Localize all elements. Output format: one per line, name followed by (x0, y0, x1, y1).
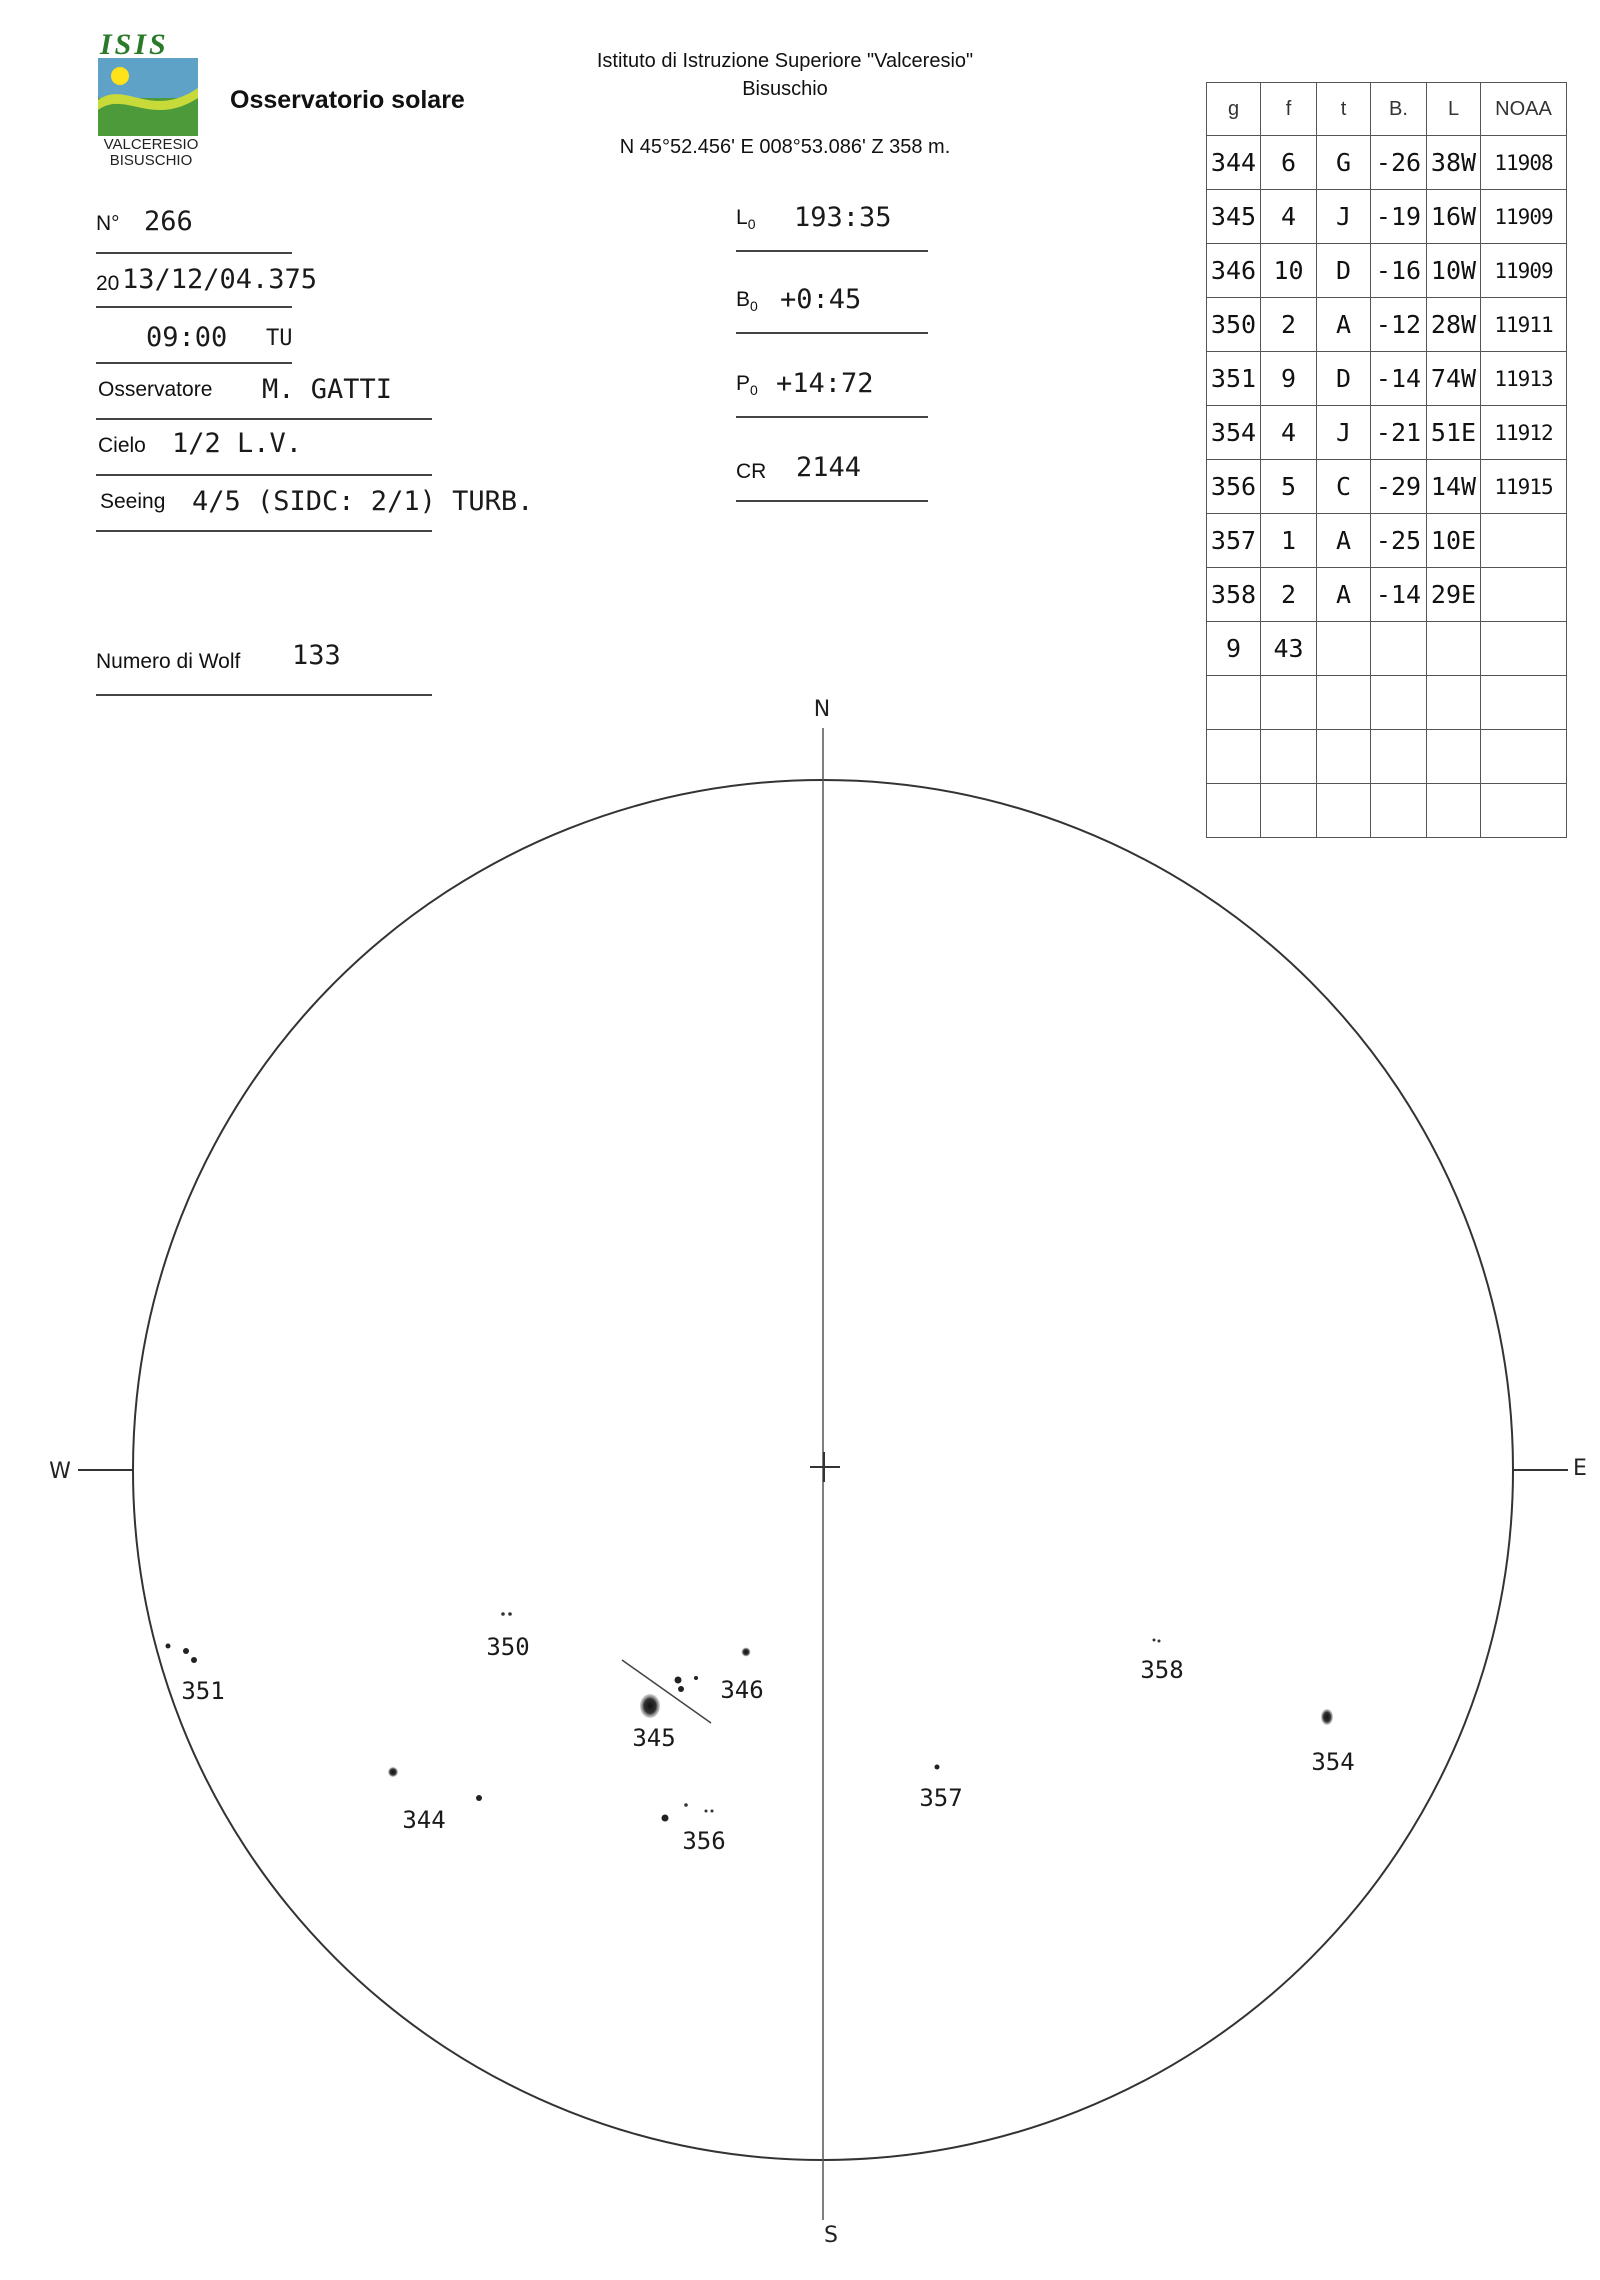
cell-longitude: 51E (1427, 406, 1481, 460)
cell-longitude: 10W (1427, 244, 1481, 298)
sunspot (1158, 1640, 1161, 1643)
total-groups: 9 (1207, 622, 1261, 676)
north-label: N (813, 697, 831, 722)
cell-noaa: 11913 (1481, 352, 1567, 406)
cell-type: G (1317, 136, 1371, 190)
header-group: g (1207, 83, 1261, 136)
time-unit: TU (266, 326, 293, 351)
cell-noaa: 11909 (1481, 244, 1567, 298)
seeing-value: 4/5 (SIDC: 2/1) TURB. (192, 486, 534, 517)
cell-type: D (1317, 352, 1371, 406)
sunspot (1321, 1709, 1333, 1725)
sunspot (694, 1676, 698, 1680)
cell-noaa: 11909 (1481, 190, 1567, 244)
cell-noaa: 11911 (1481, 298, 1567, 352)
sky-label: Cielo (98, 434, 146, 457)
cell-type: A (1317, 298, 1371, 352)
observer-value: M. GATTI (262, 374, 393, 405)
group-label-350: 350 (486, 1633, 530, 1661)
cell-type: A (1317, 514, 1371, 568)
sunspot (678, 1686, 684, 1692)
sunspot (675, 1677, 682, 1684)
sunspot (166, 1644, 171, 1649)
l0-subscript: 0 (747, 216, 756, 233)
cell-latitude: -21 (1371, 406, 1427, 460)
b0-value: +0:45 (780, 284, 862, 315)
sunspot (508, 1612, 512, 1616)
cell-type: J (1317, 190, 1371, 244)
cell-longitude: 28W (1427, 298, 1481, 352)
logo-subtitle-1: VALCERESIO (103, 136, 199, 153)
b0-letter: B (736, 288, 751, 311)
number-label: N° (96, 212, 120, 235)
cell-latitude: -25 (1371, 514, 1427, 568)
cell-noaa: 11912 (1481, 406, 1567, 460)
observer-label: Osservatore (98, 378, 213, 401)
east-label: E (1573, 1456, 1587, 1481)
group-label-346: 346 (720, 1676, 764, 1704)
header-longitude: L (1427, 83, 1481, 136)
cell-spots: 4 (1261, 190, 1317, 244)
group-label-344: 344 (402, 1806, 446, 1834)
group-label-356: 356 (682, 1827, 726, 1855)
cell-spots: 10 (1261, 244, 1317, 298)
cell-group: 354 (1207, 406, 1261, 460)
south-label: S (824, 2223, 838, 2248)
sunspot (501, 1612, 505, 1616)
cell-latitude: -19 (1371, 190, 1427, 244)
l0-value: 193:35 (794, 202, 892, 233)
total-spots: 43 (1261, 622, 1317, 676)
sunspot (711, 1810, 714, 1813)
cell-group: 346 (1207, 244, 1261, 298)
sky-value: 1/2 L.V. (172, 428, 303, 459)
p0-value: +14:72 (776, 368, 874, 399)
sunspot (742, 1648, 751, 1657)
cell-longitude: 38W (1427, 136, 1481, 190)
cell-spots: 1 (1261, 514, 1317, 568)
number-value: 266 (144, 206, 193, 237)
cell-latitude: -14 (1371, 352, 1427, 406)
group-label-358: 358 (1140, 1656, 1184, 1684)
cell-longitude: 16W (1427, 190, 1481, 244)
p0-subscript: 0 (750, 382, 758, 399)
cell-spots: 2 (1261, 568, 1317, 622)
sunspot (662, 1815, 669, 1822)
cell-spots: 9 (1261, 352, 1317, 406)
date-prefix: 20 (96, 272, 120, 295)
p0-letter: P (736, 372, 751, 395)
cell-noaa: 11908 (1481, 136, 1567, 190)
cell-latitude: -26 (1371, 136, 1427, 190)
cell-type: D (1317, 244, 1371, 298)
cell-group: 344 (1207, 136, 1261, 190)
date-value: 13/12/04.375 (122, 264, 318, 295)
group-345-axis-line (622, 1660, 711, 1723)
l0-letter: L (736, 206, 748, 229)
wolf-number-label: Numero di Wolf (96, 650, 241, 673)
cell-noaa: 11915 (1481, 460, 1567, 514)
sunspot (388, 1767, 398, 1777)
cr-value: 2144 (796, 452, 862, 483)
sunspot (935, 1765, 940, 1770)
institute-town: Bisuschio (742, 78, 828, 100)
cell-type: A (1317, 568, 1371, 622)
group-label-345: 345 (632, 1724, 676, 1752)
header-spots: f (1261, 83, 1317, 136)
cell-latitude: -29 (1371, 460, 1427, 514)
sunspot (183, 1648, 189, 1654)
header-type: t (1317, 83, 1371, 136)
cell-spots: 4 (1261, 406, 1317, 460)
cell-spots: 2 (1261, 298, 1317, 352)
west-label: W (49, 1459, 71, 1484)
observatory-title: Osservatorio solare (230, 86, 465, 114)
cell-group: 350 (1207, 298, 1261, 352)
sunspot (705, 1810, 708, 1813)
logo-subtitle-2: BISUSCHIO (109, 152, 193, 169)
cell-type: C (1317, 460, 1371, 514)
sunspot (640, 1694, 660, 1718)
sunspot (476, 1795, 482, 1801)
cell-spots: 5 (1261, 460, 1317, 514)
sunspot (684, 1803, 688, 1807)
cell-group: 351 (1207, 352, 1261, 406)
time-value: 09:00 (146, 322, 228, 353)
group-label-351: 351 (181, 1677, 225, 1705)
group-label-354: 354 (1311, 1748, 1355, 1776)
cell-group: 345 (1207, 190, 1261, 244)
institute-name: Istituto di Istruzione Superiore "Valceresio" (596, 50, 974, 72)
cell-longitude: 14W (1427, 460, 1481, 514)
cr-label: CR (736, 460, 767, 483)
cell-group: 357 (1207, 514, 1261, 568)
logo-wordmark: ISIS (100, 28, 169, 61)
sunspot (191, 1657, 197, 1663)
observatory-coordinates: N 45°52.456' E 008°53.086' Z 358 m. (619, 136, 951, 158)
b0-subscript: 0 (750, 298, 758, 315)
cell-longitude: 74W (1427, 352, 1481, 406)
cell-latitude: -12 (1371, 298, 1427, 352)
header-noaa: NOAA (1481, 83, 1567, 136)
sunspot (1153, 1639, 1156, 1642)
cell-latitude: -16 (1371, 244, 1427, 298)
cell-longitude: 29E (1427, 568, 1481, 622)
header-latitude: B. (1371, 83, 1427, 136)
cell-longitude: 10E (1427, 514, 1481, 568)
seeing-label: Seeing (100, 490, 166, 513)
cell-latitude: -14 (1371, 568, 1427, 622)
group-label-357: 357 (919, 1784, 963, 1812)
wolf-number-value: 133 (292, 640, 341, 671)
cell-spots: 6 (1261, 136, 1317, 190)
cell-group: 356 (1207, 460, 1261, 514)
cell-group: 358 (1207, 568, 1261, 622)
cell-type: J (1317, 406, 1371, 460)
